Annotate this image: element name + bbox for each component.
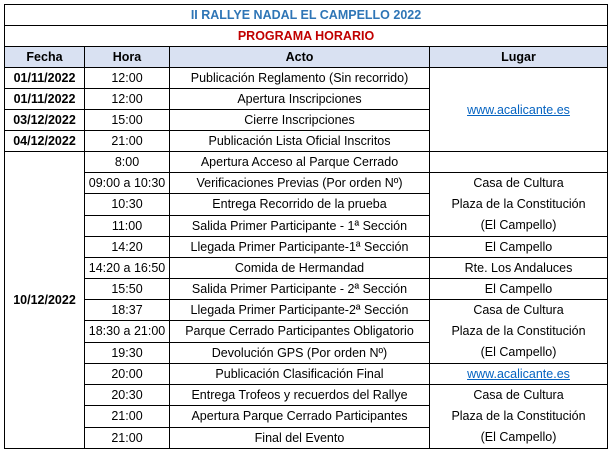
fecha-cell: 04/12/2022	[5, 131, 85, 152]
header-hora: Hora	[85, 47, 170, 68]
hora-cell: 8:00	[85, 152, 170, 173]
acto-cell: Devolución GPS (Por orden Nº)	[170, 342, 430, 363]
hora-cell: 21:00	[85, 406, 170, 427]
schedule-sheet	[4, 4, 607, 449]
table-row	[5, 385, 608, 406]
title-row	[5, 5, 608, 26]
event-date-cell: 10/12/2022	[5, 152, 85, 449]
lugar-plaza: Plaza de la Constitución	[451, 409, 586, 423]
program-subtitle: PROGRAMA HORARIO	[5, 26, 608, 47]
lugar-plaza: Plaza de la Constitución	[451, 324, 586, 338]
acto-cell: Publicación Lista Oficial Inscritos	[170, 131, 430, 152]
table-row	[5, 364, 608, 385]
acalicante-link[interactable]: www.acalicante.es	[467, 367, 570, 381]
hora-cell: 15:00	[85, 110, 170, 131]
hora-cell: 21:00	[85, 131, 170, 152]
header-lugar: Lugar	[430, 47, 608, 68]
acto-cell: Llegada Primer Participante-1ª Sección	[170, 237, 430, 258]
acalicante-link[interactable]: www.acalicante.es	[467, 102, 570, 117]
event-title: II RALLYE NADAL EL CAMPELLO 2022	[5, 5, 608, 26]
acto-cell: Salida Primer Participante - 2ª Sección	[170, 279, 430, 300]
acto-cell: Apertura Inscripciones	[170, 89, 430, 110]
lugar-plaza: Plaza de la Constitución	[451, 197, 586, 211]
acto-cell: Comida de Hermandad	[170, 258, 430, 279]
table-row	[5, 173, 608, 194]
lugar-cell-empty	[430, 152, 608, 173]
hora-cell: 18:30 a 21:00	[85, 321, 170, 342]
acto-cell: Cierre Inscripciones	[170, 110, 430, 131]
lugar-casa-cultura-block	[430, 385, 608, 449]
lugar-web-cell	[430, 68, 608, 152]
hora-cell: 18:37	[85, 300, 170, 321]
table-row	[5, 300, 608, 321]
lugar-cell: Rte. Los Andaluces	[430, 258, 608, 279]
hora-cell: 11:00	[85, 215, 170, 236]
hora-cell: 19:30	[85, 342, 170, 363]
fecha-cell: 01/11/2022	[5, 89, 85, 110]
lugar-cell: El Campello	[430, 279, 608, 300]
lugar-cell: El Campello	[430, 237, 608, 258]
header-acto: Acto	[170, 47, 430, 68]
table-row	[5, 258, 608, 279]
header-fecha: Fecha	[5, 47, 85, 68]
hora-cell: 21:00	[85, 427, 170, 448]
acto-cell: Apertura Parque Cerrado Participantes	[170, 406, 430, 427]
lugar-casa-cultura-block	[430, 173, 608, 237]
acto-cell: Salida Primer Participante - 1ª Sección	[170, 215, 430, 236]
acto-cell: Publicación Reglamento (Sin recorrido)	[170, 68, 430, 89]
acto-cell: Publicación Clasificación Final	[170, 364, 430, 385]
hora-cell: 20:30	[85, 385, 170, 406]
acto-cell: Apertura Acceso al Parque Cerrado	[170, 152, 430, 173]
schedule-table	[4, 4, 608, 449]
hora-cell: 09:00 a 10:30	[85, 173, 170, 194]
hora-cell: 12:00	[85, 89, 170, 110]
table-row	[5, 279, 608, 300]
acto-cell: Final del Evento	[170, 427, 430, 448]
table-row	[5, 152, 608, 173]
hora-cell: 14:20	[85, 237, 170, 258]
lugar-el-campello: (El Campello)	[480, 430, 557, 444]
acto-cell: Entrega Recorrido de la prueba	[170, 194, 430, 215]
fecha-cell: 03/12/2022	[5, 110, 85, 131]
table-row	[5, 68, 608, 89]
fecha-cell: 01/11/2022	[5, 68, 85, 89]
lugar-el-campello: (El Campello)	[480, 218, 557, 232]
subtitle-row	[5, 26, 608, 47]
lugar-el-campello: (El Campello)	[480, 345, 557, 359]
lugar-casa-cultura: Casa de Cultura	[473, 303, 564, 317]
hora-cell: 15:50	[85, 279, 170, 300]
hora-cell: 12:00	[85, 68, 170, 89]
header-row	[5, 47, 608, 68]
table-row	[5, 237, 608, 258]
acto-cell: Entrega Trofeos y recuerdos del Rallye	[170, 385, 430, 406]
lugar-casa-cultura: Casa de Cultura	[473, 388, 564, 402]
hora-cell: 10:30	[85, 194, 170, 215]
hora-cell: 14:20 a 16:50	[85, 258, 170, 279]
hora-cell: 20:00	[85, 364, 170, 385]
lugar-casa-cultura: Casa de Cultura	[473, 176, 564, 190]
acto-cell: Verificaciones Previas (Por orden Nº)	[170, 173, 430, 194]
lugar-web-cell	[430, 364, 608, 385]
lugar-casa-cultura-block	[430, 300, 608, 364]
acto-cell: Parque Cerrado Participantes Obligatorio	[170, 321, 430, 342]
acto-cell: Llegada Primer Participante-2ª Sección	[170, 300, 430, 321]
